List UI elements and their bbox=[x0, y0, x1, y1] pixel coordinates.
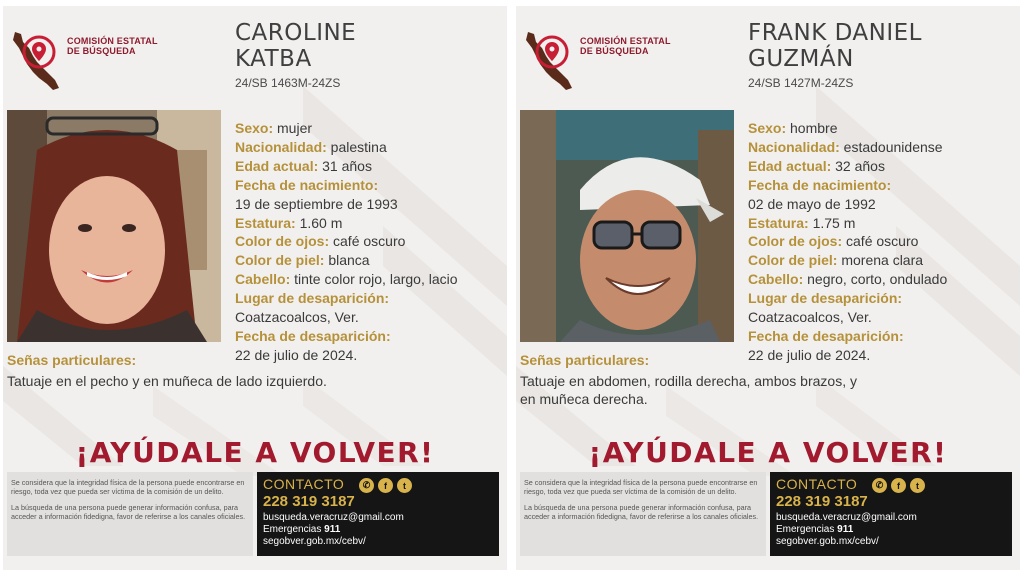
disclaimer-paragraph: Se considera que la integridad física de la persona puede encontrarse en riesgo, toda vez que pueda ser víctima de la comisión de un delito. bbox=[11, 478, 245, 496]
field-label: Color de ojos: bbox=[748, 233, 843, 250]
facebook-icon[interactable]: f bbox=[891, 478, 906, 493]
org-name-line-2: DE BÚSQUEDA bbox=[580, 46, 649, 56]
org-name bbox=[67, 36, 158, 56]
contact-url[interactable]: segobver.gob.mx/cebv/ bbox=[263, 536, 366, 547]
emergency-number[interactable]: 911 bbox=[324, 524, 341, 535]
emergency-label: Emergencias bbox=[263, 524, 325, 535]
field-value: café oscuro bbox=[842, 233, 919, 250]
field-label: Fecha de desaparición: bbox=[235, 327, 391, 344]
field-label: Lugar de desaparición: bbox=[748, 290, 903, 307]
field-piel bbox=[235, 251, 505, 270]
field-fecha-desaparicion-label bbox=[235, 327, 505, 346]
field-label: Estatura: bbox=[235, 214, 296, 231]
field-cabello bbox=[748, 270, 1018, 289]
field-label: Edad actual: bbox=[748, 157, 832, 174]
contact-box bbox=[257, 472, 499, 556]
field-lugar-value: Coatzacoalcos, Ver. bbox=[748, 309, 872, 326]
contact-label: CONTACTO bbox=[263, 476, 345, 492]
person-name-line-2: GUZMÁN bbox=[748, 46, 854, 72]
disclaimer bbox=[7, 472, 253, 556]
field-value: blanca bbox=[324, 252, 370, 269]
field-fecha-desaparicion-label bbox=[748, 327, 1018, 346]
person-details bbox=[748, 119, 1018, 365]
senas-text: Tatuaje en el pecho y en muñeca de lado izquierdo. bbox=[7, 373, 327, 389]
phone-icon[interactable]: ✆ bbox=[872, 478, 887, 493]
field-label: Cabello: bbox=[748, 271, 804, 288]
field-fecha-nacimiento-label bbox=[235, 176, 505, 195]
field-label: Estatura: bbox=[748, 214, 809, 231]
field-label: Color de piel: bbox=[235, 252, 325, 269]
field-cabello bbox=[235, 270, 505, 289]
field-edad bbox=[748, 157, 1018, 176]
field-label: Color de piel: bbox=[748, 252, 838, 269]
disclaimer-paragraph: La búsqueda de una persona puede generar información confusa, para acceder a información fidedigna, favor de referirse a los canales oficiales. bbox=[524, 503, 759, 521]
contact-email[interactable]: busqueda.veracruz@gmail.com bbox=[776, 512, 917, 523]
contact-label: CONTACTO bbox=[776, 476, 858, 492]
field-fecha-nacimiento-label bbox=[748, 176, 1018, 195]
emergency-line bbox=[263, 524, 493, 535]
field-sexo bbox=[748, 119, 1018, 138]
disclaimer-paragraph: Se considera que la integridad física de la persona puede encontrarse en riesgo, toda vez que pueda ser víctima de la comisión de un delito. bbox=[524, 478, 758, 496]
field-label: Color de ojos: bbox=[235, 233, 330, 250]
field-label: Fecha de desaparición: bbox=[748, 327, 904, 344]
field-value: morena clara bbox=[837, 252, 924, 269]
case-id: 24/SB 1463M-24ZS bbox=[235, 76, 341, 90]
field-value: 32 años bbox=[831, 157, 885, 174]
field-ojos bbox=[235, 232, 505, 251]
field-value: café oscuro bbox=[329, 233, 406, 250]
person-name-line-1: CAROLINE bbox=[235, 20, 357, 46]
field-value: estadounidense bbox=[839, 138, 943, 155]
senas-label: Señas particulares: bbox=[7, 352, 137, 368]
org-name-line-1: COMISIÓN ESTATAL bbox=[580, 36, 671, 46]
field-label: Edad actual: bbox=[235, 157, 319, 174]
senas-label: Señas particulares: bbox=[520, 352, 650, 368]
disclaimer bbox=[520, 472, 766, 556]
field-sexo bbox=[235, 119, 505, 138]
field-lugar-label bbox=[235, 289, 505, 308]
case-id: 24/SB 1427M-24ZS bbox=[748, 76, 854, 90]
field-estatura bbox=[748, 214, 1018, 233]
field-value: tinte color rojo, largo, lacio bbox=[290, 271, 458, 288]
contact-phone[interactable]: 228 319 3187 bbox=[776, 493, 868, 510]
field-nacionalidad bbox=[235, 138, 505, 157]
disclaimer-paragraph: La búsqueda de una persona puede generar información confusa, para acceder a información fidedigna, favor de referirse a los canales oficiales. bbox=[11, 503, 246, 521]
social-icons bbox=[872, 478, 925, 493]
person-photo bbox=[520, 110, 734, 342]
field-lugar-label bbox=[748, 289, 1018, 308]
call-to-action: ¡AYÚDALE A VOLVER! bbox=[588, 436, 948, 469]
social-icons bbox=[359, 478, 412, 493]
missing-person-poster-frank bbox=[516, 6, 1020, 570]
field-lugar-value: Coatzacoalcos, Ver. bbox=[235, 309, 359, 326]
contact-box bbox=[770, 472, 1012, 556]
field-piel bbox=[748, 251, 1018, 270]
call-to-action: ¡AYÚDALE A VOLVER! bbox=[75, 436, 435, 469]
person-name-line-1: FRANK DANIEL bbox=[748, 20, 922, 46]
contact-url[interactable]: segobver.gob.mx/cebv/ bbox=[776, 536, 879, 547]
field-value: 31 años bbox=[318, 157, 372, 174]
field-edad bbox=[235, 157, 505, 176]
field-label: Lugar de desaparición: bbox=[235, 290, 390, 307]
phone-icon[interactable]: ✆ bbox=[359, 478, 374, 493]
field-nacionalidad bbox=[748, 138, 1018, 157]
twitter-icon[interactable]: t bbox=[910, 478, 925, 493]
field-fecha-nacimiento-value: 02 de mayo de 1992 bbox=[748, 195, 876, 212]
field-label: Cabello: bbox=[235, 271, 291, 288]
field-fecha-nacimiento-value: 19 de septiembre de 1993 bbox=[235, 195, 398, 212]
field-value: mujer bbox=[273, 120, 313, 136]
missing-person-poster-caroline bbox=[3, 6, 507, 570]
person-name-line-2: KATBA bbox=[235, 46, 312, 72]
veracruz-map-logo bbox=[7, 24, 67, 94]
contact-phone[interactable]: 228 319 3187 bbox=[263, 493, 355, 510]
field-label: Fecha de nacimiento: bbox=[235, 176, 379, 193]
emergency-line bbox=[776, 524, 1006, 535]
emergency-number[interactable]: 911 bbox=[837, 524, 854, 535]
emergency-label: Emergencias bbox=[776, 524, 838, 535]
field-label: Sexo: bbox=[235, 120, 274, 136]
field-label: Nacionalidad: bbox=[748, 138, 840, 155]
field-label: Fecha de nacimiento: bbox=[748, 176, 892, 193]
twitter-icon[interactable]: t bbox=[397, 478, 412, 493]
org-name-line-2: DE BÚSQUEDA bbox=[67, 46, 136, 56]
field-value: negro, corto, ondulado bbox=[803, 271, 948, 288]
contact-email[interactable]: busqueda.veracruz@gmail.com bbox=[263, 512, 404, 523]
person-photo bbox=[7, 110, 221, 342]
person-name bbox=[748, 20, 922, 72]
field-value: 1.75 m bbox=[808, 214, 856, 231]
field-value: 1.60 m bbox=[295, 214, 343, 231]
person-name bbox=[235, 20, 356, 72]
person-details bbox=[235, 119, 505, 365]
facebook-icon[interactable]: f bbox=[378, 478, 393, 493]
veracruz-map-logo bbox=[520, 24, 580, 94]
field-estatura bbox=[235, 214, 505, 233]
field-label: Sexo: bbox=[748, 120, 787, 136]
senas-text: Tatuaje en abdomen, rodilla derecha, ambos brazos, y en muñeca derecha. bbox=[520, 373, 857, 407]
field-fecha-desaparicion-value: 22 de julio de 2024. bbox=[748, 346, 871, 363]
field-label: Nacionalidad: bbox=[235, 138, 327, 155]
org-name bbox=[580, 36, 671, 56]
field-ojos bbox=[748, 232, 1018, 251]
org-name-line-1: COMISIÓN ESTATAL bbox=[67, 36, 158, 46]
field-value: palestina bbox=[326, 138, 387, 155]
field-value: hombre bbox=[786, 120, 838, 136]
field-fecha-desaparicion-value: 22 de julio de 2024. bbox=[235, 346, 358, 363]
